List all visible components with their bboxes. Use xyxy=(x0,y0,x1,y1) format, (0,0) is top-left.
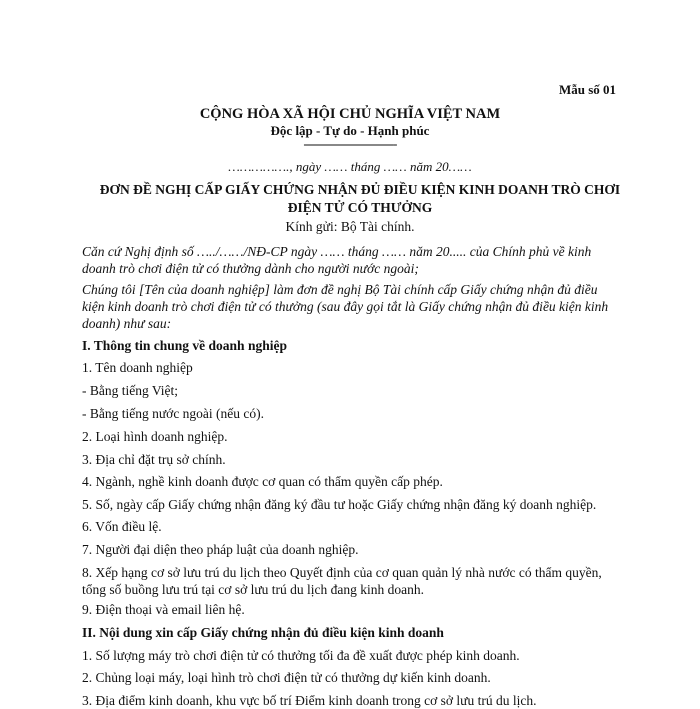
section-2-heading: II. Nội dung xin cấp Giấy chứng nhận đủ điều kiện kinh doanh xyxy=(82,625,444,640)
list-item: 9. Điện thoại và email liên hệ. xyxy=(82,602,245,617)
national-motto: Độc lập - Tự do - Hạnh phúc xyxy=(270,123,430,138)
list-item: 2. Loại hình doanh nghiệp. xyxy=(82,429,228,444)
list-item: 4. Ngành, nghề kinh doanh được cơ quan có thẩm quyền cấp phép. xyxy=(82,474,443,489)
recipient-line: Kính gửi: Bộ Tài chính. xyxy=(285,219,415,234)
date-line: ……………., ngày …… tháng …… năm 20…… xyxy=(228,159,472,174)
list-item: 1. Tên doanh nghiệp xyxy=(82,360,193,375)
list-item: 8. Xếp hạng cơ sở lưu trú du lịch theo Quyết định của cơ quan quản lý nhà nước có thẩm quyền, tổng số buồng lưu trú tại cơ sở lưu trú du lịch đang kinh doanh. xyxy=(82,565,602,597)
header-separator: ------------------------------- xyxy=(303,137,397,151)
document-title: ĐƠN ĐỀ NGHỊ CẤP GIẤY CHỨNG NHẬN ĐỦ ĐIỀU KIỆN KINH DOANH TRÒ CHƠI ĐIỆN TỬ CÓ THƯỞNG xyxy=(99,182,621,215)
list-item: 7. Người đại diện theo pháp luật của doanh nghiệp. xyxy=(82,542,359,557)
country-name: CỘNG HÒA XÃ HỘI CHỦ NGHĨA VIỆT NAM xyxy=(199,106,501,122)
section-1-heading: I. Thông tin chung về doanh nghiệp xyxy=(82,338,287,353)
list-item: 1. Số lượng máy trò chơi điện tử có thưởng tối đa đề xuất được phép kinh doanh. xyxy=(82,648,520,663)
list-item: 5. Số, ngày cấp Giấy chứng nhận đăng ký đầu tư hoặc Giấy chứng nhận đăng ký doanh nghiệp. xyxy=(82,497,597,512)
list-item: - Bằng tiếng Việt; xyxy=(82,383,179,398)
legal-basis-paragraph: Căn cứ Nghị định số …../……/NĐ-CP ngày …… tháng …… năm 20..... của Chính phủ về kinh doanh trò chơi điện tử có thưởng dành cho người nước ngoài; xyxy=(82,244,592,276)
form-number: Mẫu số 01 xyxy=(558,82,616,97)
list-item: 6. Vốn điều lệ. xyxy=(82,519,162,534)
list-item: 2. Chủng loại máy, loại hình trò chơi điện tử có thưởng dự kiến kinh doanh. xyxy=(82,670,491,685)
list-item: 3. Địa chỉ đặt trụ sở chính. xyxy=(82,452,226,467)
list-item: - Bằng tiếng nước ngoài (nếu có). xyxy=(82,406,265,421)
request-paragraph: Chúng tôi [Tên của doanh nghiệp] làm đơn đề nghị Bộ Tài chính cấp Giấy chứng nhận đủ điều kiện kinh doanh trò chơi điện tử có thưởng (sau đây gọi tắt là Giấy chứng nhận đủ điều kiện kinh doanh) như sau: xyxy=(82,282,609,331)
list-item: 3. Địa điểm kinh doanh, khu vực bố trí Điểm kinh doanh trong cơ sở lưu trú du lịch. xyxy=(82,693,537,708)
